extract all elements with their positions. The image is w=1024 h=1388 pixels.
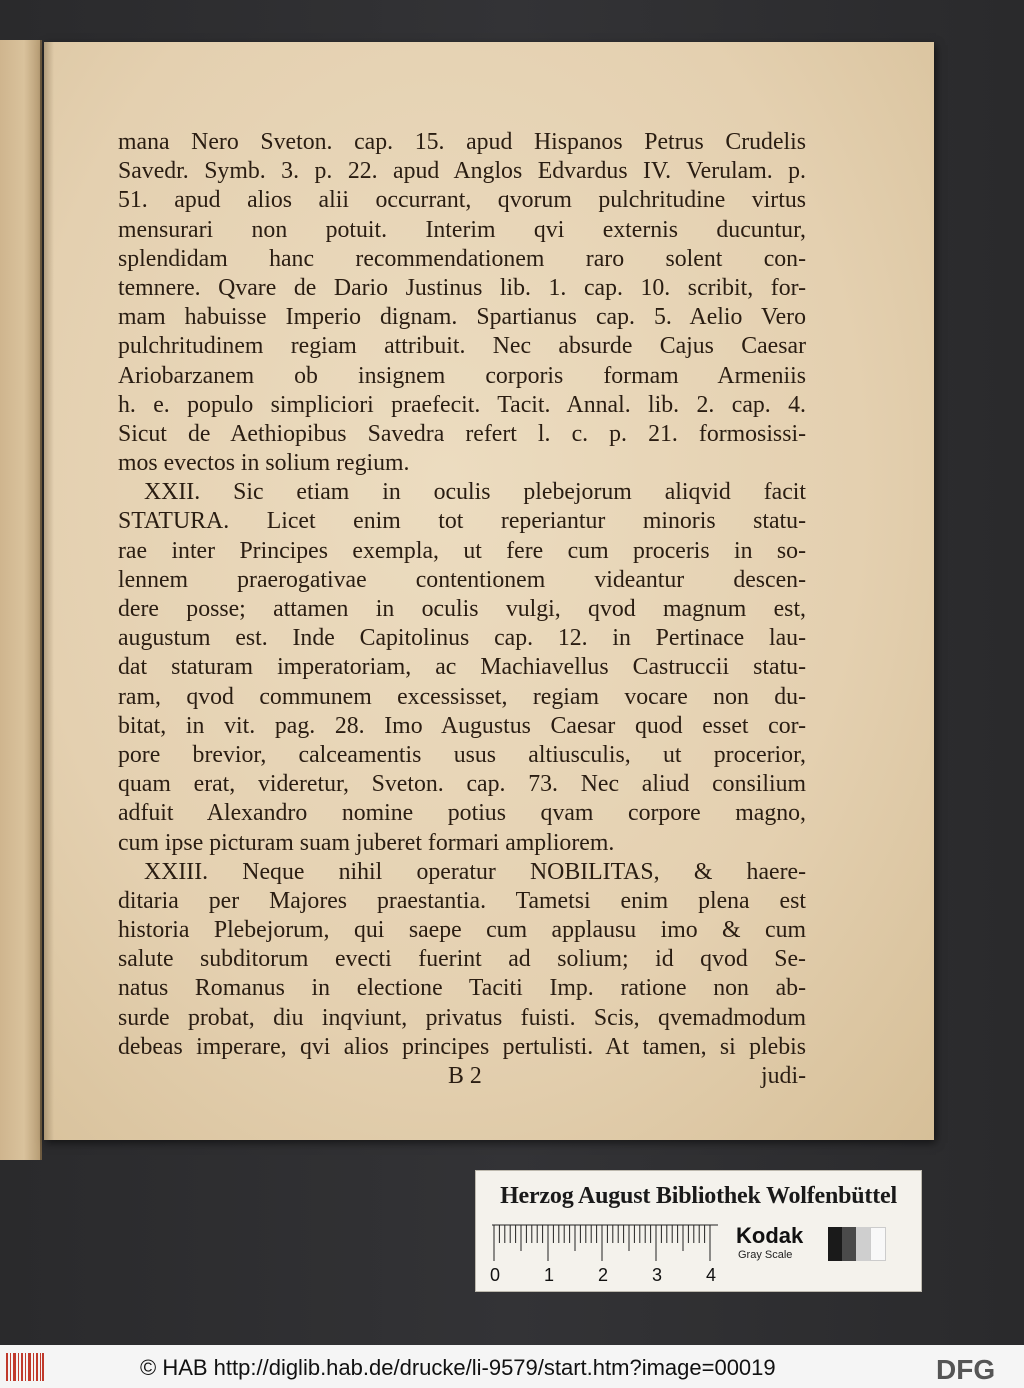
text-line: Sicut de Aethiopibus Savedra refert l. c. p. 21. formosissi-	[118, 420, 806, 447]
text-line: pore brevior, calceamentis usus altiusculis, ut procerior,	[118, 741, 806, 768]
library-name: Herzog August Bibliothek Wolfenbüttel	[500, 1183, 897, 1209]
ruler-label: 2	[598, 1265, 609, 1285]
text-line: mam habuisse Imperio dignam. Spartianus cap. 5. Aelio Vero	[118, 304, 806, 331]
text-line: 51. apud alios alii occurrant, qvorum pulchritudine virtus	[118, 187, 806, 214]
ruler-label: 1	[544, 1265, 555, 1285]
previous-page-edge	[0, 40, 42, 1160]
ruler-label: 0	[490, 1265, 501, 1285]
text-line: rae inter Principes exempla, ut fere cum proceris in so-	[118, 537, 806, 564]
text-line: historia Plebejorum, qui saepe cum applausu imo & cum	[118, 917, 806, 944]
text-line: splendidam hanc recommendationem raro solent con-	[118, 245, 806, 272]
text-line: mos evectos in solium regium.	[118, 450, 410, 477]
dfg-logo	[936, 1355, 1016, 1381]
gray-swatch-light	[856, 1227, 870, 1261]
text-line: ram, qvod communem excessisset, regiam vocare non du-	[118, 683, 806, 710]
text-line: augustum est. Inde Capitolinus cap. 12. in Pertinace lau-	[118, 625, 806, 652]
text-line: Ariobarzanem ob insignem corporis formam Armeniis	[118, 362, 806, 389]
section-heading-xxiii: XXIII. Neque nihil operatur NOBILITAS, & haere-	[144, 858, 806, 885]
text-line: dere posse; attamen in oculis vulgi, qvod magnum est,	[118, 596, 806, 622]
text-line: mana Nero Sveton. cap. 15. apud Hispanos Petrus Crudelis	[118, 129, 806, 155]
gray-scale-label: Gray Scale	[738, 1249, 793, 1261]
text-line: bitat, in vit. pag. 28. Imo Augustus Caesar quod esset cor-	[118, 712, 806, 739]
text-line: salute subditorum evecti fuerint ad solium; id qvod Se-	[118, 946, 806, 973]
dfg-logo-text: DFG	[936, 1355, 996, 1381]
ruler-scale	[492, 1223, 718, 1263]
page-footer-line	[118, 1062, 806, 1091]
barcode-icon	[6, 1353, 44, 1381]
text-line: adfuit Alexandro nomine potius qvam corpore magno,	[118, 800, 806, 827]
text-line: cum ipse picturam suam juberet formari ampliorem.	[118, 829, 615, 856]
book-page	[44, 42, 934, 1140]
text-line: debeas imperare, qvi alios principes pertulisti. At tamen, si plebis	[118, 1033, 806, 1060]
copyright-link[interactable]: © HAB http://diglib.hab.de/drucke/li-9579/start.htm?image=00019	[140, 1355, 776, 1380]
catchword: judi-	[761, 1063, 806, 1089]
text-line: STATURA. Licet enim tot reperiantur minoris statu-	[118, 508, 806, 535]
text-line: quam erat, videretur, Sveton. cap. 73. Nec aliud consilium	[118, 771, 806, 798]
reference-card	[475, 1170, 922, 1292]
text-line: surde probat, diu inqviunt, privatus fuisti. Scis, qvemadmodum	[118, 1004, 806, 1031]
gray-swatch-black	[828, 1227, 842, 1261]
viewer-footer	[0, 1345, 1024, 1388]
text-line: ditaria per Majores praestantia. Tametsi enim plena est	[118, 887, 806, 914]
kodak-brand: Kodak	[736, 1223, 804, 1248]
text-line: mensurari non potuit. Interim qvi externis ducuntur,	[118, 216, 806, 243]
text-line: dat staturam imperatoriam, ac Machiavellus Castruccii statu-	[118, 654, 806, 681]
gray-swatch-white	[870, 1227, 886, 1261]
text-line: lennem praerogativae contentionem videantur descen-	[118, 566, 806, 593]
section-heading-xxii: XXII. Sic etiam in oculis plebejorum aliqvid facit	[144, 479, 806, 506]
gray-swatch-dark	[842, 1227, 856, 1261]
ruler-label: 4	[706, 1265, 717, 1285]
text-line: Savedr. Symb. 3. p. 22. apud Anglos Edvardus IV. Verulam. p.	[118, 158, 806, 185]
text-line: h. e. populo simpliciori praefecit. Tacit. Annal. lib. 2. cap. 4.	[118, 391, 806, 418]
signature-mark: B 2	[448, 1063, 482, 1089]
ruler-label: 3	[652, 1265, 663, 1285]
text-line: temnere. Qvare de Dario Justinus lib. 1. cap. 10. scribit, for-	[118, 274, 806, 301]
page-text	[118, 128, 806, 1091]
text-line: pulchritudinem regiam attribuit. Nec absurde Cajus Caesar	[118, 333, 806, 360]
text-line: natus Romanus in electione Taciti Imp. ratione non ab-	[118, 975, 806, 1002]
